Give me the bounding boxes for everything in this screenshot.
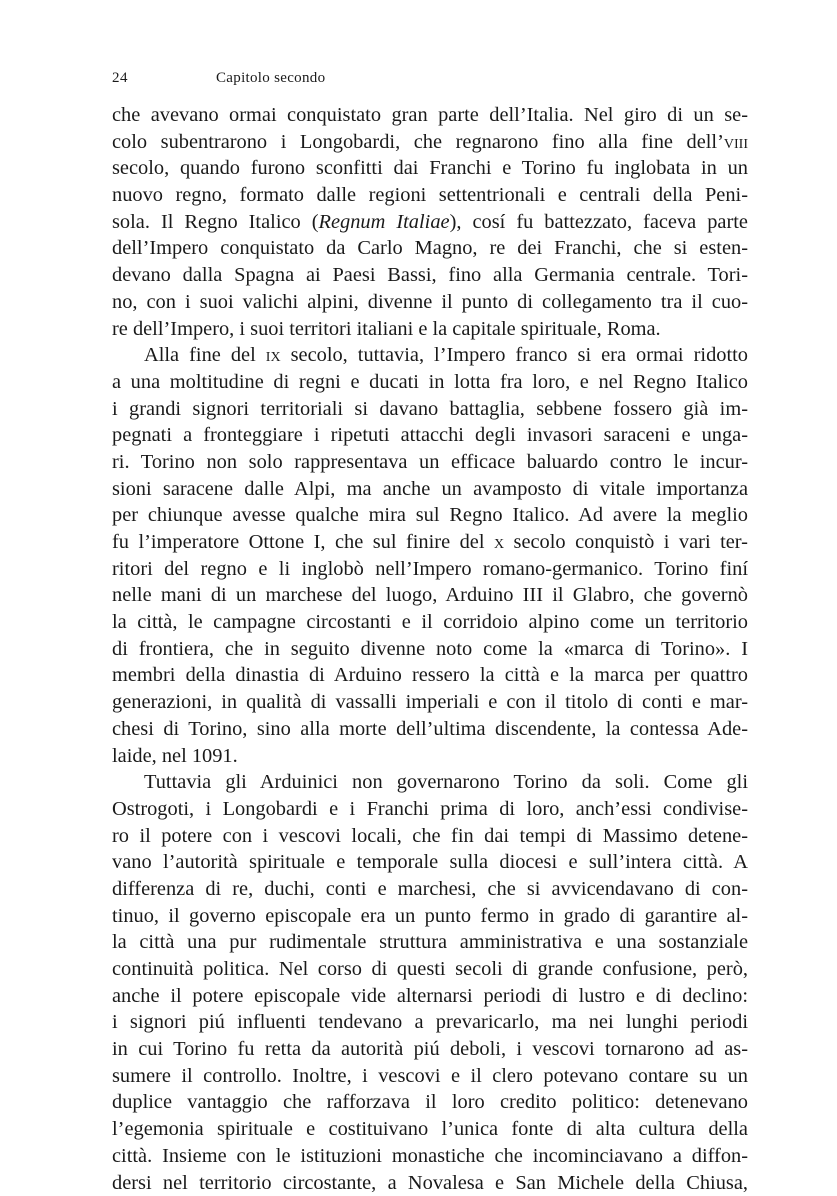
text-line: di frontiera, che in seguito divenne noto come la «marca di Torino». I [112, 636, 748, 663]
text-line: nuovo regno, formato dalle regioni settentrionali e centrali della Peni- [112, 182, 748, 209]
running-header [112, 66, 752, 90]
paragraph-1 [112, 102, 748, 342]
text-line: città. Insieme con le istituzioni monastiche che incominciavano a diffon- [112, 1143, 748, 1170]
roman-numeral: x [494, 531, 504, 553]
text-line: ritori del regno e li inglobò nell’Impero romano-germanico. Torino finí [112, 556, 748, 583]
text-line [112, 342, 748, 369]
text-line: la città, le campagne circostanti e il corridoio alpino come un territorio [112, 609, 748, 636]
text-line: dersi nel territorio circostante, a Novalesa e San Michele della Chiusa, [112, 1170, 748, 1196]
text-line: chesi di Torino, sino alla morte dell’ultima discendente, la contessa Ade- [112, 716, 748, 743]
text-line: a una moltitudine di regni e ducati in lotta fra loro, e nel Regno Italico [112, 369, 748, 396]
text-line: nelle mani di un marchese del luogo, Arduino III il Glabro, che governò [112, 582, 748, 609]
text-line: membri della dinastia di Arduino ressero la città e la marca per quattro [112, 662, 748, 689]
text-line: anche il potere episcopale vide alternarsi periodi di lustro e di declino: [112, 983, 748, 1010]
text-line: generazioni, in qualità di vassalli imperiali e con il titolo di conti e mar- [112, 689, 748, 716]
page-number: 24 [112, 66, 128, 90]
text-line: secolo, quando furono sconfitti dai Franchi e Torino fu inglobata in un [112, 155, 748, 182]
text-line [112, 209, 748, 236]
text-line: differenza di re, duchi, conti e marchesi, che si avvicendavano di con- [112, 876, 748, 903]
text-line: in cui Torino fu retta da autorità piú deboli, i vescovi tornarono ad as- [112, 1036, 748, 1063]
text-line: i signori piú influenti tendevano a prevaricarlo, ma nei lunghi periodi [112, 1009, 748, 1036]
text-line: vano l’autorità spirituale e temporale sulla diocesi e sull’intera città. A [112, 849, 748, 876]
text-fragment: Alla fine del [144, 344, 266, 366]
text-line: sumere il controllo. Inoltre, i vescovi e il clero potevano contare su un [112, 1063, 748, 1090]
text-line: i grandi signori territoriali si davano battaglia, sebbene fossero già im- [112, 396, 748, 423]
text-line: Tuttavia gli Arduinici non governarono Torino da soli. Come gli [112, 769, 748, 796]
roman-numeral: ix [266, 344, 281, 366]
text-line: la città una pur rudimentale struttura amministrativa e una sostanziale [112, 929, 748, 956]
body-text [112, 102, 748, 1196]
text-fragment: secolo, tuttavia, l’Impero franco si era ormai ridotto [281, 344, 748, 366]
text-fragment: fu l’imperatore Ottone I, che sul finire del [112, 531, 494, 553]
text-line: no, con i suoi valichi alpini, divenne il punto di collegamento tra il cuo- [112, 289, 748, 316]
text-line: Ostrogoti, i Longobardi e i Franchi prima di loro, anch’essi condivise- [112, 796, 748, 823]
text-line: ri. Torino non solo rappresentava un efficace baluardo contro le incur- [112, 449, 748, 476]
text-line: che avevano ormai conquistato gran parte dell’Italia. Nel giro di un se- [112, 102, 748, 129]
text-line: duplice vantaggio che rafforzava il loro credito politico: detenevano [112, 1089, 748, 1116]
paragraph-3 [112, 769, 748, 1196]
roman-numeral: viii [724, 131, 748, 153]
text-line: per chiunque avesse qualche mira sul Regno Italico. Ad avere la meglio [112, 502, 748, 529]
text-line: ro il potere con i vescovi locali, che fin dai tempi di Massimo detene- [112, 823, 748, 850]
text-line: l’egemonia spirituale e costituivano l’unica fonte di alta cultura della [112, 1116, 748, 1143]
text-fragment: colo subentrarono i Longobardi, che regnarono fino alla fine dell’ [112, 131, 724, 153]
paragraph-2 [112, 342, 748, 769]
chapter-title: Capitolo secondo [216, 66, 325, 90]
latin-term: Regnum Italiae [319, 211, 450, 233]
text-line: sioni saracene dalle Alpi, ma anche un avamposto di vitale importanza [112, 476, 748, 503]
text-line [112, 529, 748, 556]
text-line: re dell’Impero, i suoi territori italiani e la capitale spirituale, Roma. [112, 316, 748, 343]
text-line: tinuo, il governo episcopale era un punto fermo in grado di garantire al- [112, 903, 748, 930]
text-line: continuità politica. Nel corso di questi secoli di grande confusione, però, [112, 956, 748, 983]
text-line: dell’Impero conquistato da Carlo Magno, re dei Franchi, che si esten- [112, 235, 748, 262]
text-line: devano dalla Spagna ai Paesi Bassi, fino alla Germania centrale. Tori- [112, 262, 748, 289]
text-line: pegnati a fronteggiare i ripetuti attacchi degli invasori saraceni e unga- [112, 422, 748, 449]
text-fragment: sola. Il Regno Italico ( [112, 211, 319, 233]
text-line [112, 129, 748, 156]
text-fragment: secolo conquistò i vari ter- [504, 531, 748, 553]
text-line: laide, nel 1091. [112, 743, 748, 770]
text-fragment: ), cosí fu battezzato, faceva parte [450, 211, 748, 233]
